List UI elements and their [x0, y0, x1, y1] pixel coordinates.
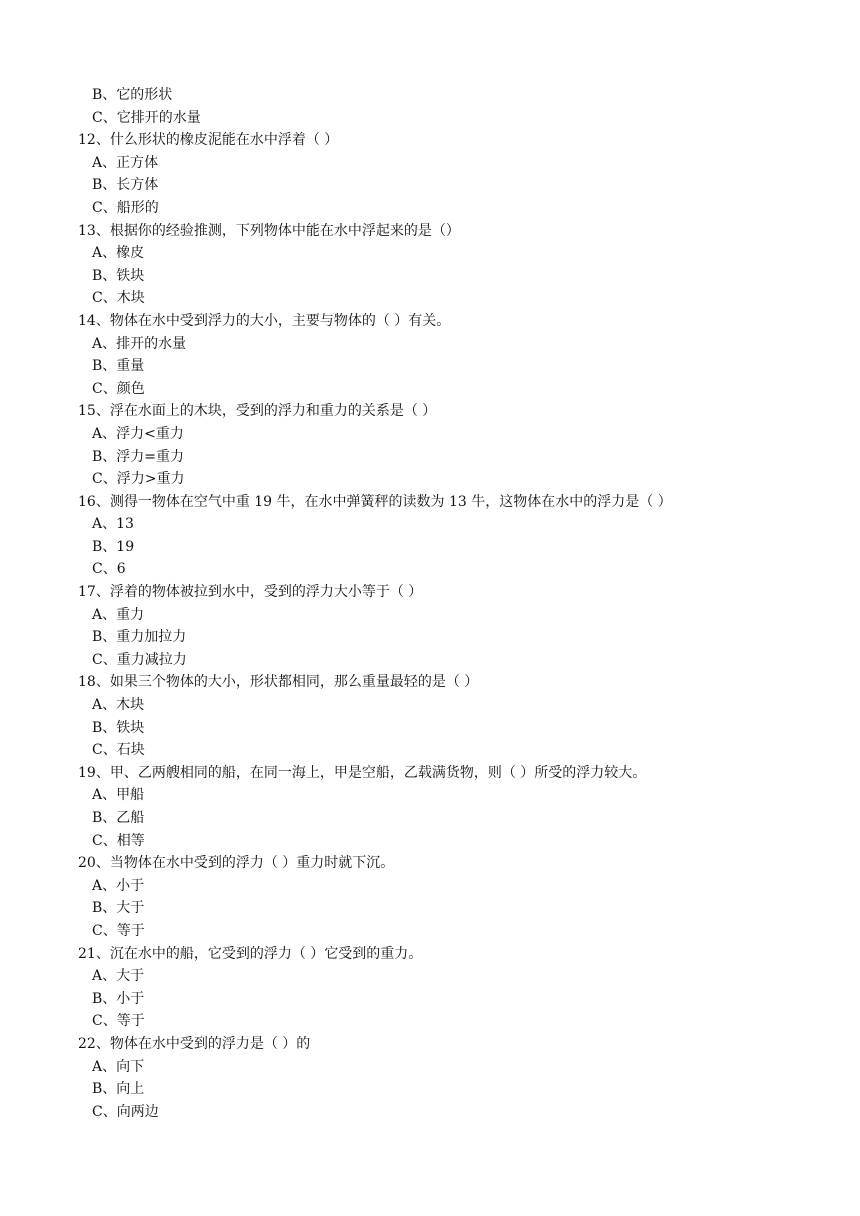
question-text: 13、根据你的经验推测，下列物体中能在水中浮起来的是（） — [78, 222, 460, 239]
answer-option: A、浮力<重力 — [92, 425, 184, 442]
answer-option: C、颜色 — [92, 380, 145, 397]
answer-option: B、大于 — [92, 900, 145, 917]
answer-option: B、重量 — [92, 358, 145, 375]
answer-option: A、正方体 — [92, 154, 159, 171]
answer-option: B、19 — [92, 538, 135, 555]
answer-option: B、长方体 — [92, 177, 159, 194]
question-text: 15、浮在水面上的木块，受到的浮力和重力的关系是（ ） — [78, 403, 437, 420]
answer-option: C、向两边 — [92, 1103, 159, 1120]
question-text: 16、测得一物体在空气中重 19 牛，在水中弹簧秤的读数为 13 牛，这物体在水中的浮力是（ ） — [78, 493, 672, 510]
question-text: 21、沉在水中的船，它受到的浮力（ ）它受到的重力。 — [78, 945, 423, 962]
question-text: 20、当物体在水中受到的浮力（ ）重力时就下沉。 — [78, 855, 395, 872]
question-text: 12、什么形状的橡皮泥能在水中浮着（ ） — [78, 132, 339, 149]
answer-option: A、向下 — [92, 1058, 145, 1075]
answer-option: C、等于 — [92, 1013, 145, 1030]
question-text: 17、浮着的物体被拉到水中，受到的浮力大小等于（ ） — [78, 584, 423, 601]
answer-option: B、它的形状 — [92, 87, 173, 103]
answer-option: C、木块 — [92, 290, 145, 307]
answer-option: B、乙船 — [92, 810, 145, 826]
answer-option: B、小于 — [92, 990, 145, 1007]
answer-option: A、小于 — [92, 877, 145, 894]
answer-option: B、向上 — [92, 1081, 145, 1098]
answer-option: C、相等 — [92, 832, 145, 849]
answer-option: A、排开的水量 — [92, 335, 187, 352]
answer-option: A、大于 — [92, 968, 145, 985]
question-text: 18、如果三个物体的大小，形状都相同，那么重量最轻的是（ ） — [78, 674, 479, 691]
answer-option: B、铁块 — [92, 267, 145, 284]
answer-option: C、重力减拉力 — [92, 651, 187, 668]
answer-option: A、木块 — [92, 697, 145, 714]
answer-option: C、它排开的水量 — [92, 109, 201, 126]
answer-option: C、石块 — [92, 742, 145, 759]
answer-option: A、重力 — [92, 606, 145, 623]
question-text: 22、物体在水中受到的浮力是（ ）的 — [78, 1035, 311, 1052]
answer-option: B、重力加拉力 — [92, 629, 187, 646]
answer-option: C、船形的 — [92, 199, 159, 216]
answer-option: B、铁块 — [92, 719, 145, 736]
question-list — [78, 84, 798, 1123]
answer-option: C、等于 — [92, 922, 145, 939]
answer-option: C、浮力>重力 — [92, 471, 185, 488]
answer-option: A、13 — [92, 516, 134, 533]
answer-option: A、橡皮 — [92, 245, 145, 262]
question-text: 14、物体在水中受到浮力的大小，主要与物体的（ ）有关。 — [78, 312, 451, 329]
answer-option: A、甲船 — [92, 787, 145, 804]
answer-option: B、浮力=重力 — [92, 448, 185, 465]
question-text: 19、甲、乙两艘相同的船，在同一海上，甲是空船，乙载满货物，则（ ）所受的浮力较大。 — [78, 764, 647, 781]
answer-option: C、6 — [92, 561, 126, 578]
